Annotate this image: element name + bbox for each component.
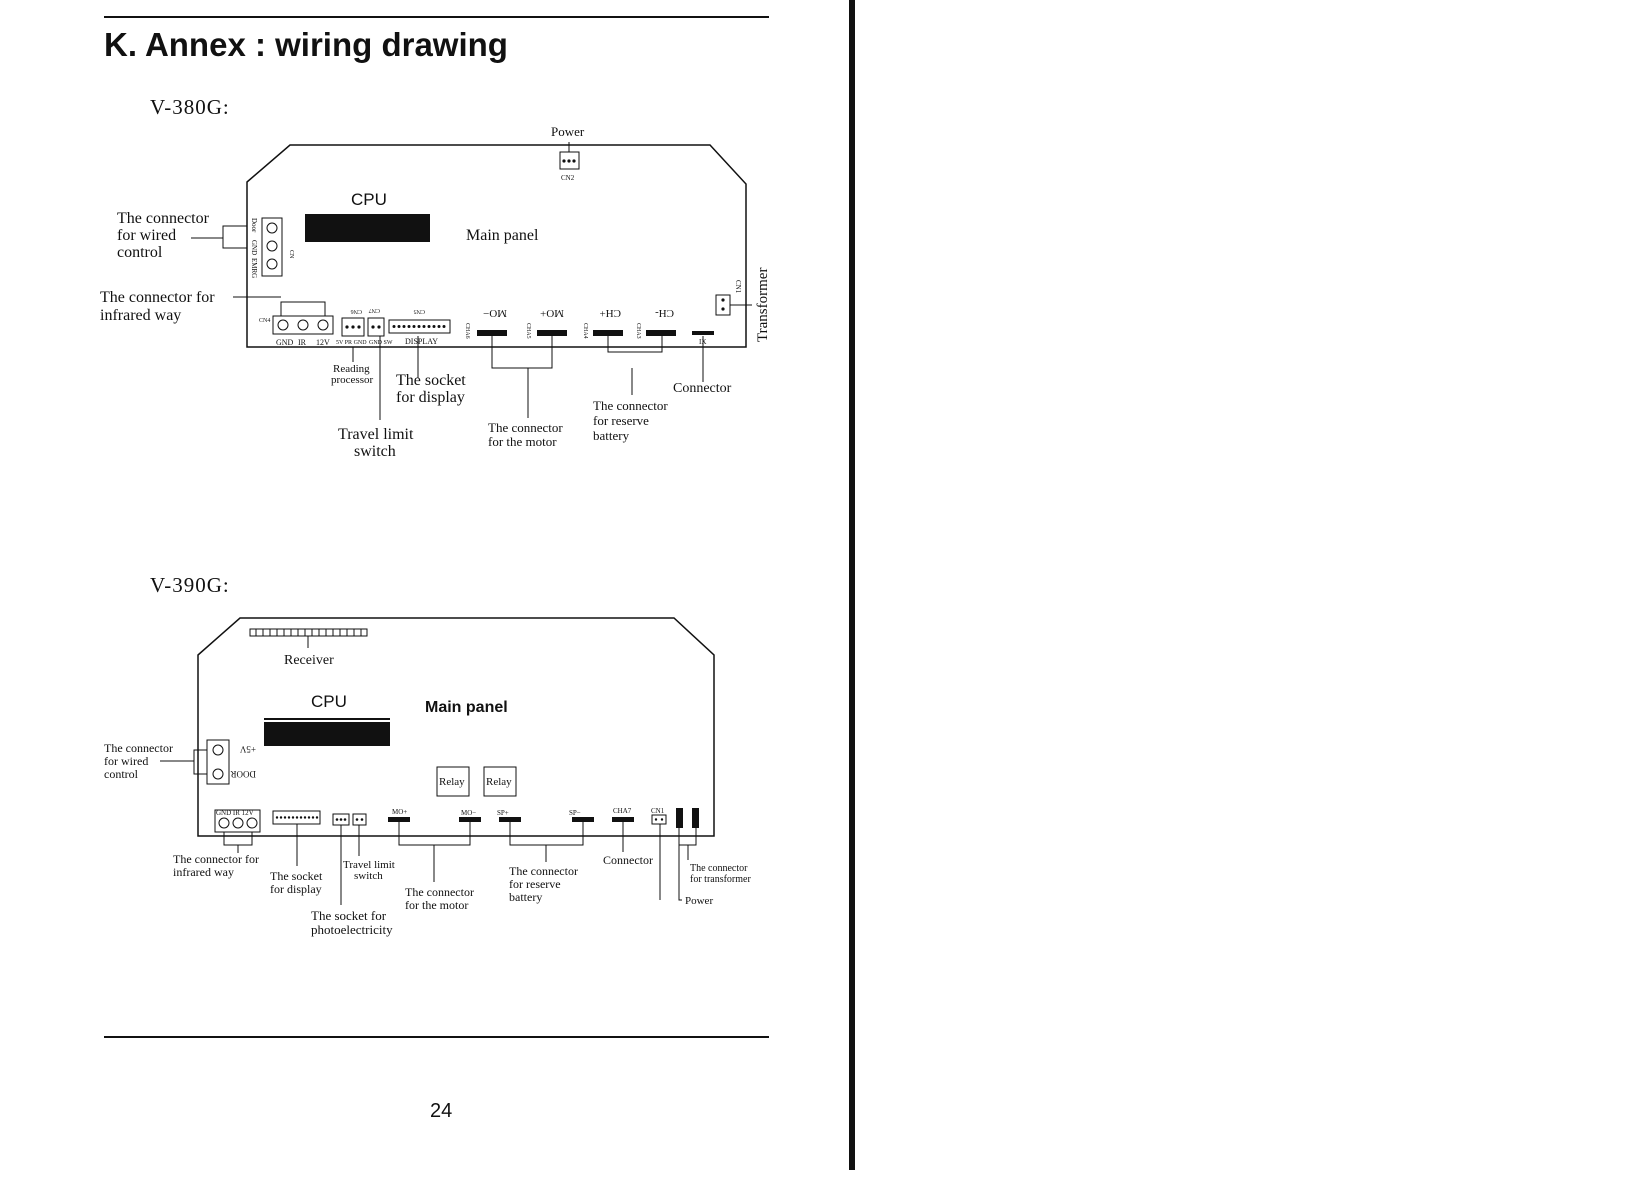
v380-ix-text: IX <box>699 338 707 346</box>
v380-cha6-text: CHA6 <box>464 323 470 339</box>
v390-cpu-chip <box>264 722 390 746</box>
v390-labels-connector-text: Connector <box>603 853 653 867</box>
v390-labels-reserve-battery-0-text: The connector <box>509 864 578 878</box>
v380-display-pin-text: DISPLAY <box>405 337 439 346</box>
v390-terminal-mo-minus <box>459 817 481 822</box>
v380-ch-minus-text: CH- <box>655 307 674 319</box>
v380-cha4-text: CHA4 <box>582 323 588 339</box>
v390-cn1-connector <box>652 815 666 824</box>
v380-cpu-text: CPU <box>351 190 387 209</box>
v380-wired-pins-2-text: EMRG <box>250 258 258 279</box>
v390-labels-photo-0-text: The socket for <box>311 908 387 923</box>
v390-mo-minus-text: MO− <box>461 809 477 817</box>
v380-wired-pins-0-text: Door <box>250 218 258 233</box>
v390-labels-infrared-0-text: The connector for <box>173 852 259 866</box>
v390-cn1-text: CN1 <box>651 807 665 815</box>
v390-labels-travel-limit-1-text: switch <box>354 870 383 882</box>
v390-cha7-text: CHA7 <box>613 807 632 815</box>
page-title: K. Annex : wiring drawing <box>104 26 508 63</box>
v390-terminal-cha7 <box>612 817 634 822</box>
v390-receiver-text: Receiver <box>284 653 334 668</box>
v380-wired-pins-1-text: GND <box>250 240 258 256</box>
v380-labels-motor-0-text: The connector <box>488 420 563 435</box>
v390-labels-wired-control-0-text: The connector <box>104 741 173 755</box>
v390-labels-photo-1-text: photoelectricity <box>311 922 393 937</box>
v390-door-text: DOOR <box>230 769 256 779</box>
v390-sp-minus-text: SP− <box>569 809 581 817</box>
v390-labels-wired-control-1-text: for wired <box>104 754 149 768</box>
v380-labels-reserve-battery-2-text: battery <box>593 428 630 443</box>
v380-cn5-text: CN5 <box>413 308 425 314</box>
v390-labels-transformer-conn-1-text: for transformer <box>690 874 751 885</box>
v380-labels-wired-control-1-text: for wired <box>117 227 177 244</box>
v380-main-panel-text: Main panel <box>466 227 539 244</box>
label-text: CN <box>288 250 294 259</box>
v380-cn2-text: CN2 <box>561 174 575 182</box>
v380-labels-motor-1-text: for the motor <box>488 434 557 449</box>
v390-labels-motor-1-text: for the motor <box>405 898 469 912</box>
v380-mo-plus-text: MO+ <box>540 307 564 319</box>
v380-ir-pins-2-text: 12V <box>316 338 330 347</box>
v390-labels-reserve-battery-2-text: battery <box>509 890 543 904</box>
v380-reader-pins-text: 5V PR GND <box>336 340 367 346</box>
v380-labels-reading-processor-0-text: Reading <box>333 363 370 375</box>
v380-labels-travel-limit-0-text: Travel limit <box>338 426 414 443</box>
v390-receiver-strip <box>250 629 367 636</box>
v380-labels-connector-text: Connector <box>673 381 732 396</box>
v390-labels-reserve-battery-1-text: for reserve <box>509 877 561 891</box>
v390-relay-text: Relay <box>439 776 465 788</box>
v390-terminal-mo-plus <box>388 817 410 822</box>
v390-labels-transformer-conn-0-text: The connector <box>690 863 748 874</box>
v380-power-text: Power <box>551 124 585 139</box>
v390-labels-infrared-1-text: infrared way <box>173 865 234 879</box>
v390-relay-text: Relay <box>486 776 512 788</box>
v380-labels-infrared-1-text: infrared way <box>100 307 182 324</box>
v380-cha5-text: CHA5 <box>525 323 531 339</box>
v390-labels-motor-0-text: The connector <box>405 885 474 899</box>
v380-cn7-text: CN7 <box>368 307 380 313</box>
v380-labels-reserve-battery-1-text: for reserve <box>593 413 649 428</box>
v390-main-panel-text: Main panel <box>425 699 508 716</box>
v390-cpu-text: CPU <box>311 692 347 711</box>
v380-ir-pins-0-text: GND <box>276 338 294 347</box>
model-v390-title: V-390G: <box>150 573 230 597</box>
v380-mo-minus-text: MO− <box>483 307 507 319</box>
model-v380-title: V-380G: <box>150 95 230 119</box>
v390-wired-connector <box>207 740 229 784</box>
v380-cn1-text: CN1 <box>734 280 742 294</box>
bottom-rule <box>104 1036 769 1038</box>
v390-sp-plus-text: SP+ <box>497 809 509 817</box>
v390-diagram <box>0 0 850 1000</box>
v390-ir-pins-text: GND IR 12V <box>216 809 254 817</box>
page-number: 24 <box>430 1100 453 1122</box>
v380-labels-travel-limit-1-text: switch <box>354 443 396 460</box>
v390-labels-wired-control-2-text: control <box>104 767 138 781</box>
v380-labels-reserve-battery-0-text: The connector <box>593 398 668 413</box>
v380-labels-socket-display-0-text: The socket <box>396 372 466 389</box>
v390-transformer-pin-1 <box>676 808 683 828</box>
v380-transformer-text: Transformer <box>755 267 771 342</box>
v380-ir-pins-1-text: IR <box>298 338 306 347</box>
v390-labels-power-text: Power <box>685 895 714 907</box>
v390-terminal-sp-plus <box>499 817 521 822</box>
v390-plus5v-text: +5V <box>239 744 256 754</box>
v390-labels-socket-display-1-text: for display <box>270 882 322 896</box>
v380-cn6-text: CN6 <box>350 308 362 314</box>
v390-labels-travel-limit-0-text: Travel limit <box>343 859 395 871</box>
v380-switch-pins-text: GND SW <box>369 340 393 346</box>
v380-labels-socket-display-1-text: for display <box>396 389 465 406</box>
v390-labels-socket-display-0-text: The socket <box>270 869 323 883</box>
v390-mo-plus-text: MO+ <box>392 808 408 816</box>
v380-labels-wired-control-2-text: control <box>117 244 163 261</box>
v380-ch-plus-text: CH+ <box>599 307 621 319</box>
v380-cha3-text: CHA3 <box>635 323 641 339</box>
v380-cn4-text: CN4 <box>259 318 271 324</box>
v380-labels-infrared-0-text: The connector for <box>100 289 215 306</box>
v390-terminal-sp-minus <box>572 817 594 822</box>
v390-switch-connector <box>353 814 366 825</box>
v380-labels-reading-processor-1-text: processor <box>331 374 374 386</box>
v390-transformer-pin-2 <box>692 808 699 828</box>
v380-labels-wired-control-0-text: The connector <box>117 210 209 227</box>
